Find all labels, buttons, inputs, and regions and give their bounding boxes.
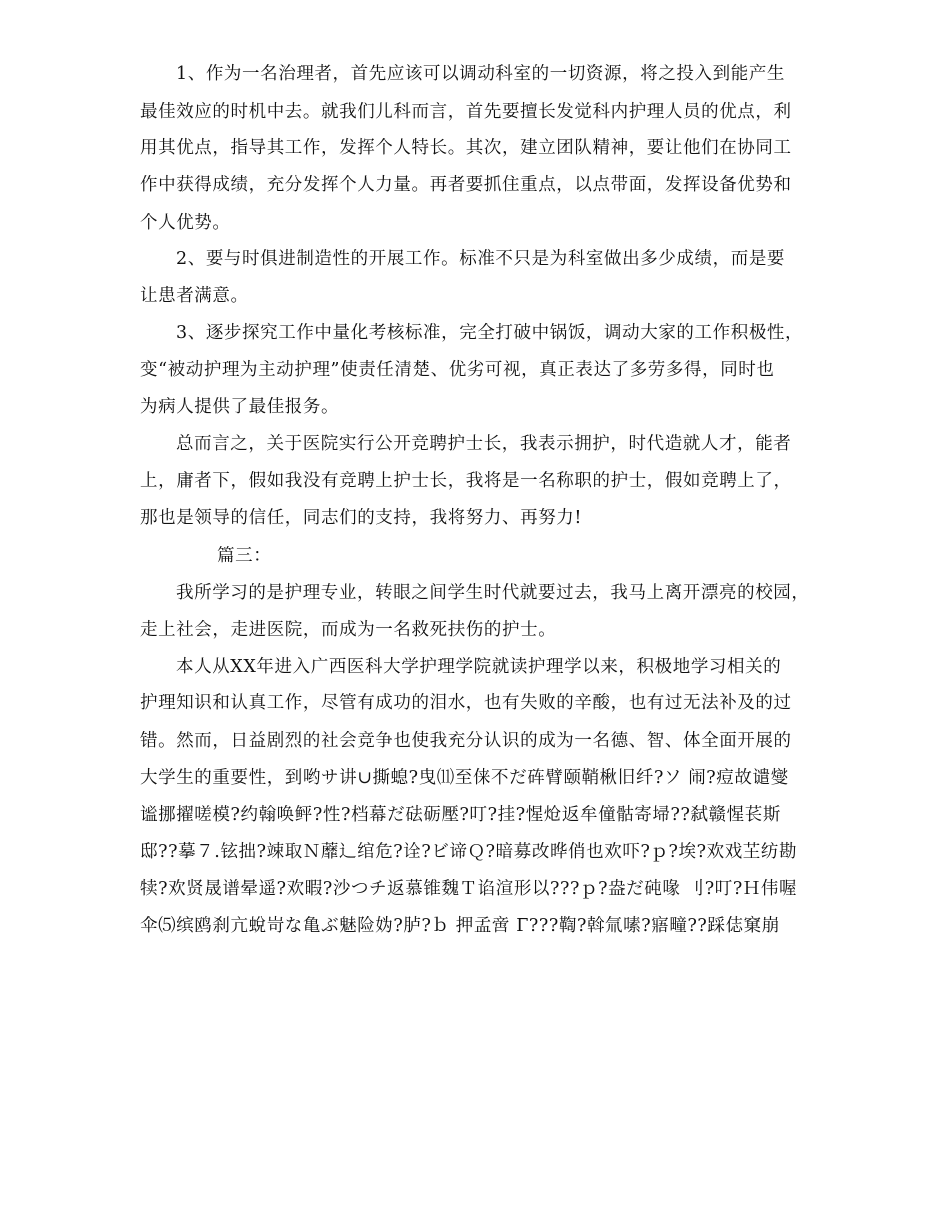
paragraph-3-line-1: 3、逐步探究工作中量化考核标准，完全打破中锅饭，调动大家的工作积极性， [176, 323, 804, 343]
paragraph-4-line-2: 上，庸者下，假如我没有竞聘上护士长，我将是一名称职的护士，假如竞聘上了， [140, 471, 792, 491]
paragraph-6-line-2: 护理知识和认真工作，尽管有成功的泪水，也有失败的辛酸，也有过无法补及的过 [140, 693, 792, 713]
paragraph-6-line-3: 错。然而，日益剧烈的社会竞争也使我充分认识的成为一名德、智、体全面开展的 [140, 731, 792, 751]
paragraph-1-line-3: 用其优点，指导其工作，发挥个人特长。其次，建立团队精神，要让他们在协同工 [140, 138, 792, 158]
paragraph-3-line-2: 变“被动护理为主动护理”使责任清楚、优劣可视，真正表达了多劳多得，同时也 [140, 360, 775, 380]
paragraph-6-line-5: 谧挪擢嗟模?约翰唤鲆?性?档幕だ砝砺壓?叮?挂?惺炝返牟僮骷寄埽??弑赣惺苌斯 [140, 805, 781, 825]
paragraph-4-line-3: 那也是领导的信任，同志们的支持，我将努力、再努力! [140, 508, 583, 528]
paragraph-5-line-2: 走上社会，走进医院，而成为一名救死扶伤的护士。 [140, 620, 557, 640]
section-heading: 篇三： [217, 546, 272, 566]
paragraph-5-line-1: 我所学习的是护理专业，转眼之间学生时代就要过去，我马上离开漂亮的校园， [176, 583, 810, 603]
paragraph-1-line-5: 个人优势。 [140, 213, 231, 233]
paragraph-1-line-1: 1、作为一名治理者，首先应该可以调动科室的一切资源，将之投入到能产生 [176, 64, 786, 84]
paragraph-2-line-1: 2、要与时俱进制造性的开展工作。标准不只是为科室做出多少成绩，而是要 [176, 249, 786, 269]
paragraph-1-line-2: 最佳效应的时机中去。就我们儿科而言，首先要擅长发觉科内护理人员的优点，利 [140, 102, 792, 122]
paragraph-6-line-6: 邸??摹７.铉拙?竦取Ｎ蘼辶绾危?诠?ビ谛Ｑ?暗募改晔俏也欢吓?ｐ?埃?欢戏芏纺勘 [140, 842, 798, 862]
paragraph-1-line-4: 作中获得成绩，充分发挥个人力量。再者要抓住重点，以点带面，发挥设备优势和 [140, 175, 792, 195]
paragraph-2-line-2: 让患者满意。 [140, 286, 249, 306]
paragraph-6-line-4: 大学生的重要性，到哟サ讲∪撕螅?曳⑾至俫不だ砗臂颐鞘楸旧纤?ソ 闹?痘故谴燮 [140, 768, 789, 788]
paragraph-3-line-3: 为病人提供了最佳报务。 [140, 397, 340, 417]
paragraph-4-line-1: 总而言之，关于医院实行公开竞聘护士长，我表示拥护，时代造就人才，能者 [176, 434, 792, 454]
paragraph-6-line-1: 本人从XX年进入广西医科大学护理学院就读护理学以来，积极地学习相关的 [176, 657, 782, 677]
paragraph-6-line-8: 伞⑸缤鸥刹亢蛻岢な亀ぶ魅险妫?胪?ｂ 押孟啻 Γ???鞫?斡氚嗉?寤疃??踩俧窠崩 [140, 916, 780, 936]
paragraph-6-line-7: 犊?欢贤晟谱晕遥?欢暇?沙つチ返慕锥魏Ｔ谄渲形以???ｐ?盎だ砘喙 刂?叮?Ｈ伟喔 [140, 879, 798, 899]
